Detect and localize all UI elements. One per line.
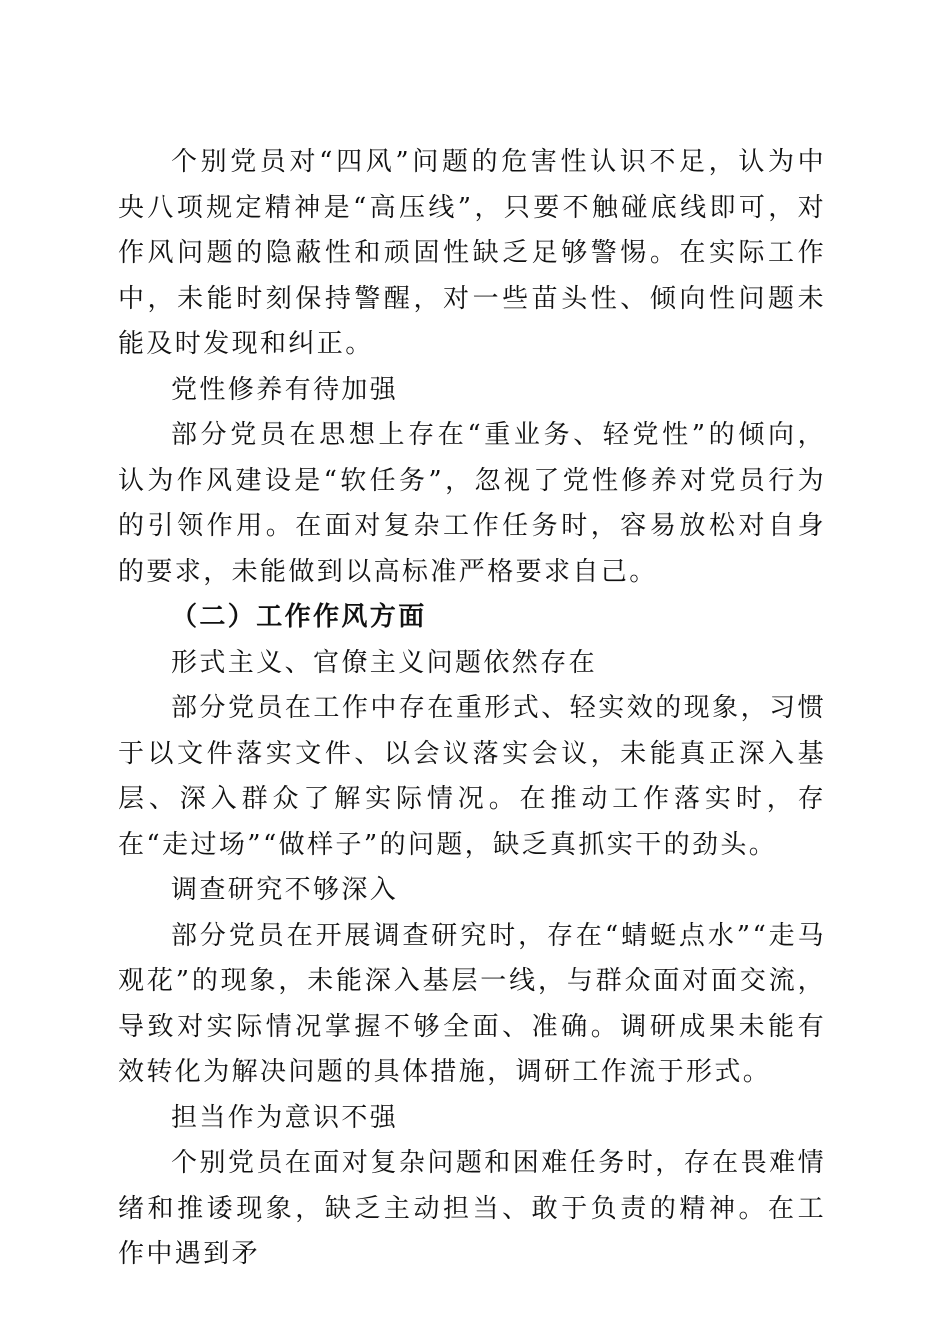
subheading-formalism-bureaucratism: 形式主义、官僚主义问题依然存在: [171, 647, 598, 678]
subheading-party-spirit: 党性修养有待加强: [171, 374, 399, 405]
document-body: [118, 140, 826, 1278]
subheading-investigation-research: 调查研究不够深入: [171, 875, 399, 905]
subheading-responsibility: 担当作为意识不强: [171, 1102, 399, 1133]
paragraph-four-winds-awareness: 个别党员对“四风”问题的危害性认识不足，认为中央八项规定精神是“高压线”，只要不触碰底线即可，对作风问题的隐蔽性和顽固性缺乏足够警惕。在实际工作中，未能时刻保持警醒，对一些苗头性、倾向性问题未能及时发现和纠正。: [118, 147, 826, 359]
paragraph-investigation-research: 部分党员在开展调查研究时，存在“蜻蜓点水”“走马观花”的现象，未能深入基层一线，与群众面对面交流，导致对实际情况掌握不够全面、准确。调研成果未能有效转化为解决问题的具体措施，调研工作流于形式。: [118, 920, 826, 1087]
paragraph-formalism-bureaucratism: 部分党员在工作中存在重形式、轻实效的现象，习惯于以文件落实文件、以会议落实会议，未能真正深入基层、深入群众了解实际情况。在推动工作落实时，存在“走过场”“做样子”的问题，缺乏真抓实干的劲头。: [118, 693, 826, 860]
paragraph-party-spirit: 部分党员在思想上存在“重业务、轻党性”的倾向，认为作风建设是“软任务”，忽视了党性修养对党员行为的引领作用。在面对复杂工作任务时，容易放松对自身的要求，未能做到以高标准严格要求自己。: [118, 420, 826, 587]
paragraph-responsibility: 个别党员在面对复杂问题和困难任务时，存在畏难情绪和推诿现象，缺乏主动担当、敢于负责的精神。在工作中遇到矛: [118, 1148, 826, 1269]
section-heading-work-style: （二）工作作风方面: [171, 602, 427, 632]
